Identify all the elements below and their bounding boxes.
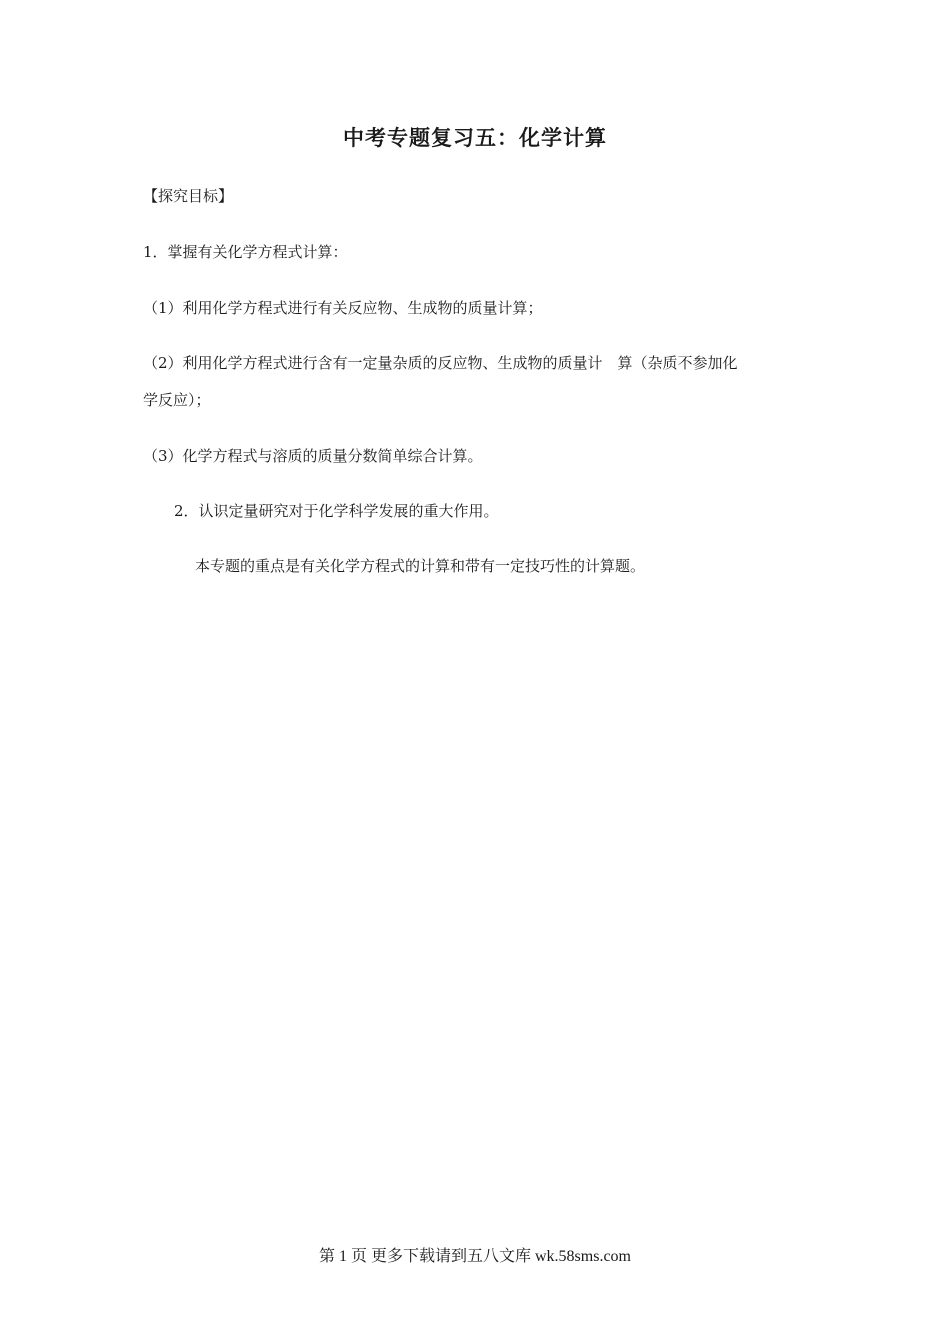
section-heading: 【探究目标】 <box>143 187 234 205</box>
goal-item-1: 1．掌握有关化学方程式计算： <box>143 243 348 261</box>
goal-subitem-1: （1）利用化学方程式进行有关反应物、生成物的质量计算； <box>143 299 543 317</box>
page-title: 中考专题复习五：化学计算 <box>343 126 607 150</box>
goal-subitem-3: （3）化学方程式与溶质的质量分数简单综合计算。 <box>143 447 483 465</box>
page-footer: 第 1 页 更多下载请到五八文库 wk.58sms.com <box>318 1248 631 1265</box>
focus-paragraph: 本专题的重点是有关化学方程式的计算和带有一定技巧性的计算题。 <box>195 557 646 575</box>
goal-subitem-2-line-1: （2）利用化学方程式进行含有一定量杂质的反应物、生成物的质量计 算（杂质不参加化 <box>143 354 738 372</box>
goal-subitem-2-line-2: 学反应）； <box>143 391 211 409</box>
goal-item-2: 2．认识定量研究对于化学科学发展的重大作用。 <box>174 502 499 520</box>
